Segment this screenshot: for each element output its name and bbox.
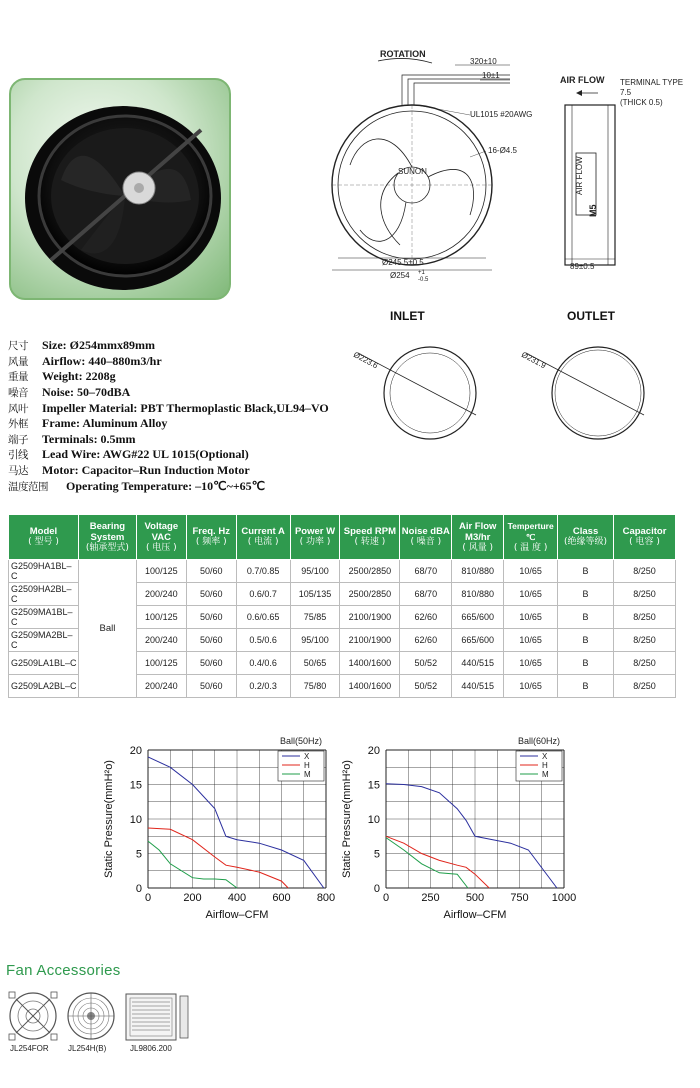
table-cell: 10/65 xyxy=(504,675,558,698)
brand-label: SUNON xyxy=(398,167,427,176)
table-cell: 0.5/0.6 xyxy=(236,629,290,652)
table-cell: B xyxy=(558,652,614,675)
y-tick-label: 5 xyxy=(373,848,380,861)
x-tick-label: 1000 xyxy=(551,892,577,904)
accessories-title: Fan Accessories xyxy=(6,962,121,979)
spec-row: 尺寸 Size: Ø254mmx89mm xyxy=(8,338,155,353)
table-cell: 2100/1900 xyxy=(340,606,400,629)
table-cell: 100/125 xyxy=(136,606,186,629)
header-class: Class (绝缘等级) xyxy=(558,515,614,560)
table-cell: 95/100 xyxy=(290,629,340,652)
series-line-h xyxy=(386,836,489,888)
spec-row: 重量 Weight: 2208g xyxy=(8,369,116,384)
table-cell: 68/70 xyxy=(400,560,452,583)
inlet-title: INLET xyxy=(390,309,425,323)
table-cell: 0.7/0.85 xyxy=(236,560,290,583)
table-cell: 0.6/0.7 xyxy=(236,583,290,606)
strip-length-dim: 10±1 xyxy=(482,71,500,80)
header-voltage: Voltage VAC ( 电压 ) xyxy=(136,515,186,560)
legend-entry: H xyxy=(542,761,548,770)
side-air-flow-label: AIR FLOW xyxy=(575,156,584,195)
legend-entry: X xyxy=(542,752,548,761)
y-tick-label: 0 xyxy=(135,883,142,895)
holes-dim: 16-Ø4.5 xyxy=(488,146,517,155)
terminal-type-label: TERMINAL TYPE xyxy=(620,78,684,87)
frame-tol-lower: -0.5 xyxy=(418,277,429,283)
table-cell: 50/60 xyxy=(186,606,236,629)
y-tick-label: 10 xyxy=(129,814,142,826)
table-cell: 75/85 xyxy=(290,606,340,629)
header-bearing: Bearing System (轴承型式) xyxy=(78,515,136,560)
table-cell: 810/880 xyxy=(452,583,504,606)
table-cell: 75/80 xyxy=(290,675,340,698)
spec-row: 马达 Motor: Capacitor–Run Induction Motor xyxy=(8,463,250,478)
table-cell: 665/600 xyxy=(452,629,504,652)
table-cell: 810/880 xyxy=(452,560,504,583)
legend-entry: H xyxy=(304,761,310,770)
rotation-label: ROTATION xyxy=(380,49,426,59)
y-tick-label: 20 xyxy=(367,745,380,757)
table-cell: B xyxy=(558,675,614,698)
x-tick-label: 750 xyxy=(510,892,529,904)
accessory-finger-guard-image xyxy=(8,990,58,1042)
table-cell: 2500/2850 xyxy=(340,583,400,606)
outlet-dia-dim: Ø231.9 xyxy=(519,350,548,371)
inlet-outlet-drawing xyxy=(340,335,670,445)
outlet-circle xyxy=(520,347,644,439)
table-cell: 200/240 xyxy=(136,629,186,652)
hole-circle-dim: Ø245.5±0.5 xyxy=(382,258,424,267)
table-cell: 1400/1600 xyxy=(340,675,400,698)
x-tick-label: 500 xyxy=(465,892,485,904)
header-model: Model ( 型号 ) xyxy=(9,515,79,560)
lead-length-dim: 320±10 xyxy=(470,57,497,66)
header-airflow: Air Flow M3/hr ( 风量 ) xyxy=(452,515,504,560)
y-tick-label: 15 xyxy=(129,779,142,792)
legend-entry: X xyxy=(304,752,310,761)
table-cell: 0.6/0.65 xyxy=(236,606,290,629)
x-tick-label: 600 xyxy=(272,892,291,904)
table-cell: 0.4/0.6 xyxy=(236,652,290,675)
table-cell: 100/125 xyxy=(136,560,186,583)
table-cell: 50/52 xyxy=(400,675,452,698)
y-tick-label: 0 xyxy=(373,883,380,895)
table-cell: 440/515 xyxy=(452,675,504,698)
table-cell: G2509MA2BL–C xyxy=(9,629,79,652)
table-cell: 8/250 xyxy=(613,560,675,583)
bearing-cell: Ball xyxy=(78,560,136,698)
table-cell: G2509LA1BL–C xyxy=(9,652,79,675)
table-cell: B xyxy=(558,606,614,629)
table-cell: 95/100 xyxy=(290,560,340,583)
x-tick-label: 200 xyxy=(183,892,202,904)
table-cell: 665/600 xyxy=(452,606,504,629)
header-freq: Freq. Hz ( 频率 ) xyxy=(186,515,236,560)
table-cell: 2500/2850 xyxy=(340,560,400,583)
table-cell: 440/515 xyxy=(452,652,504,675)
table-cell: 105/135 xyxy=(290,583,340,606)
spec-table xyxy=(8,514,676,698)
screw-label: M5 xyxy=(588,204,598,217)
table-cell: 8/250 xyxy=(613,583,675,606)
table-cell: 10/65 xyxy=(504,652,558,675)
outlet-title: OUTLET xyxy=(567,309,615,323)
header-temperature: Temperture ℃ ( 温 度 ) xyxy=(504,515,558,560)
accessory-label: JL9806.200 xyxy=(130,1044,172,1053)
table-cell: G2509MA1BL–C xyxy=(9,606,79,629)
fan-dimension-drawing xyxy=(320,45,700,285)
y-axis-label: Static Pressure(mmH²o) xyxy=(103,760,115,878)
terminal-dim1: 7.5 xyxy=(620,88,632,97)
spec-row: 温度范围 Operating Temperature: –10℃~+65℃ xyxy=(8,478,266,493)
table-cell: 50/60 xyxy=(186,560,236,583)
legend-entry: M xyxy=(304,770,311,779)
table-cell: 68/70 xyxy=(400,583,452,606)
x-tick-label: 0 xyxy=(144,892,152,904)
series-line-x xyxy=(386,784,557,888)
table-header-row xyxy=(9,515,676,560)
header-current: Current A ( 电流 ) xyxy=(236,515,290,560)
table-cell: 200/240 xyxy=(136,583,186,606)
table-cell: 62/60 xyxy=(400,629,452,652)
x-tick-label: 800 xyxy=(316,892,336,904)
table-cell: 10/65 xyxy=(504,606,558,629)
legend-entry: M xyxy=(542,770,549,779)
spec-list xyxy=(8,338,348,494)
x-axis-label: Airflow–CFM xyxy=(205,909,269,921)
accessory-wire-guard-image xyxy=(66,990,116,1042)
inlet-dia-dim: Ø223.6 xyxy=(351,350,380,371)
frame-tol-upper: +1 xyxy=(418,270,425,276)
fan-photo-image xyxy=(11,80,231,300)
table-cell: B xyxy=(558,560,614,583)
spec-row: 端子 Terminals: 0.5mm xyxy=(8,431,136,446)
header-power: Power W ( 功率 ) xyxy=(290,515,340,560)
table-cell: G2509HA1BL–C xyxy=(9,560,79,583)
y-tick-label: 15 xyxy=(367,779,380,792)
table-cell: 0.2/0.3 xyxy=(236,675,290,698)
y-tick-label: 10 xyxy=(367,814,380,826)
x-tick-label: 400 xyxy=(227,892,247,904)
table-cell: 10/65 xyxy=(504,583,558,606)
series-line-m xyxy=(386,838,468,888)
table-cell: 62/60 xyxy=(400,606,452,629)
table-cell: G2509HA2BL–C xyxy=(9,583,79,606)
accessory-label: JL254FOR xyxy=(10,1044,49,1053)
table-cell: 10/65 xyxy=(504,629,558,652)
header-noise: Noise dBA ( 噪音 ) xyxy=(400,515,452,560)
pressure-chart-60hz xyxy=(336,730,586,925)
y-tick-label: 20 xyxy=(129,745,142,757)
table-cell: B xyxy=(558,629,614,652)
spec-row: 噪音 Noise: 50–70dBA xyxy=(8,385,131,400)
table-cell: 100/125 xyxy=(136,652,186,675)
x-axis-label: Airflow–CFM xyxy=(443,909,507,921)
depth-dim: 89±0.5 xyxy=(570,262,595,271)
table-cell: 8/250 xyxy=(613,629,675,652)
table-cell: 10/65 xyxy=(504,560,558,583)
chart-title: Ball(50Hz) xyxy=(279,736,322,746)
chart-title: Ball(60Hz) xyxy=(517,736,560,746)
frame-dia-dim: Ø254 xyxy=(390,271,410,280)
table-cell: G2509LA2BL–C xyxy=(9,675,79,698)
table-cell: 8/250 xyxy=(613,606,675,629)
table-cell: 50/65 xyxy=(290,652,340,675)
wire-spec-label: UL1015 #20AWG xyxy=(470,110,533,119)
header-capacitor: Capacitor ( 电容 ) xyxy=(613,515,675,560)
spec-row: 风量 Airflow: 440–880m3/hr xyxy=(8,353,162,368)
table-cell: 200/240 xyxy=(136,675,186,698)
spec-row: 风叶 Impeller Material: PBT Thermoplastic Black,UL94–VO xyxy=(8,400,329,415)
table-cell: 50/60 xyxy=(186,583,236,606)
spec-row: 引线 Lead Wire: AWG#22 UL 1015(Optional) xyxy=(8,447,249,462)
product-photo xyxy=(9,78,231,300)
table-cell: 50/60 xyxy=(186,652,236,675)
table-cell: 1400/1600 xyxy=(340,652,400,675)
table-cell: 50/60 xyxy=(186,629,236,652)
table-cell: 8/250 xyxy=(613,675,675,698)
header-speed: Speed RPM ( 转速 ) xyxy=(340,515,400,560)
y-tick-label: 5 xyxy=(135,848,142,861)
table-body xyxy=(9,560,676,698)
table-cell: 50/52 xyxy=(400,652,452,675)
x-tick-label: 0 xyxy=(382,892,390,904)
table-cell: 50/60 xyxy=(186,675,236,698)
accessory-label: JL254H(B) xyxy=(68,1044,107,1053)
table-cell: 8/250 xyxy=(613,652,675,675)
pressure-chart-50hz xyxy=(98,730,348,925)
inlet-circle xyxy=(352,347,476,439)
terminal-dim2: (THICK 0.5) xyxy=(620,98,663,107)
air-flow-label: AIR FLOW xyxy=(560,75,605,85)
table-cell: B xyxy=(558,583,614,606)
spec-row: 外框 Frame: Aluminum Alloy xyxy=(8,416,168,431)
accessory-filter-image xyxy=(124,990,192,1042)
table-row xyxy=(9,560,676,583)
y-axis-label: Static Pressure(mmH²o) xyxy=(341,760,353,878)
x-tick-label: 250 xyxy=(421,892,440,904)
table-cell: 2100/1900 xyxy=(340,629,400,652)
